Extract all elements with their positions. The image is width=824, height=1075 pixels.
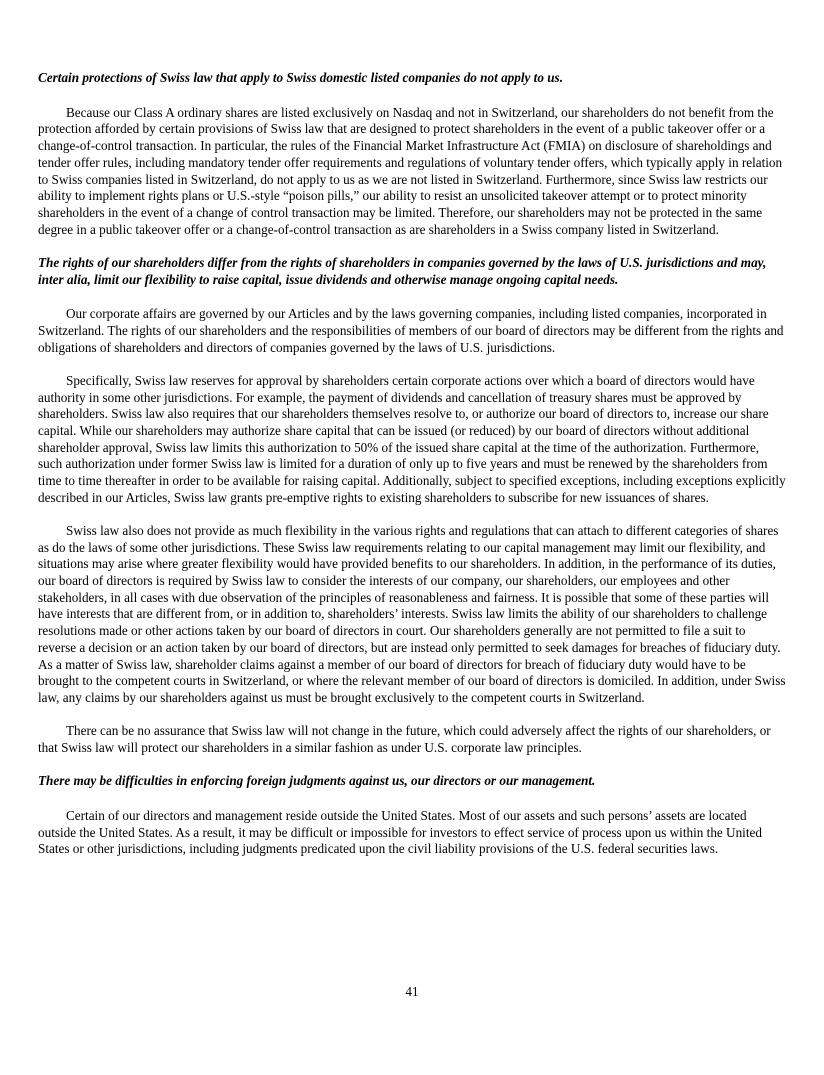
paragraph-swiss-law-flexibility: Swiss law also does not provide as much flexibility in the various rights and regulations that can attach to different categories of shares as do the laws of some other jurisdictions. These Swiss law requirements relating to our capital management may limit our flexibility, and situations may arise where greater flexibility would have provided benefits to our shareholders. In addition, in the performance of its duties, our board of directors is required by Swiss law to consider the interests of our company, our shareholders, our employees and other stakeholders, in all cases with due observation of the principles of reasonableness and fairness. It is possible that some of these parties will have interests that are different from, or in addition to, shareholders’ interests. Swiss law limits the ability of our shareholders to challenge resolutions made or other actions taken by our board of directors in court. Our shareholders generally are not permitted to file a suit to reverse a decision or an action taken by our board of directors, but are instead only permitted to seek damages for breaches of fiduciary duty. As a matter of Swiss law, shareholder claims against a member of our board of directors for breach of fiduciary duty would have to be brought to the competent courts in Switzerland, or where the relevant member of our board of directors is domiciled. In addition, under Swiss law, any claims by our shareholders against us must be brought exclusively to the competent courts in Switzerland.: [38, 522, 786, 705]
risk-heading-shareholder-rights: The rights of our shareholders differ from the rights of shareholders in companies governed by the laws of U.S. jurisdictions and may, inter alia, limit our flexibility to raise capital, issue dividends and otherwise manage ongoing capital needs.: [38, 254, 767, 287]
paragraph-corporate-affairs: Our corporate affairs are governed by our Articles and by the laws governing companies, including listed companies, incorporated in Switzerland. The rights of our shareholders and the responsibilities of members of our board of directors may be different from the rights and obligations of shareholders and directors of companies governed by the laws of U.S. jurisdictions.: [38, 306, 784, 355]
risk-heading-swiss-protections: Certain protections of Swiss law that apply to Swiss domestic listed companies do not apply to us.: [38, 70, 563, 85]
paragraph-service-of-process: Certain of our directors and management reside outside the United States. Most of our assets and such persons’ assets are located outside the United States. As a result, it may be difficult or impossible for investors to effect service of process upon us within the United States or other jurisdictions, including judgments predicated upon the civil liability provisions of the U.S. federal securities laws.: [38, 807, 762, 857]
paragraph-nasdaq-listing: Because our Class A ordinary shares are listed exclusively on Nasdaq and not in Switzerland, our shareholders do not benefit from the protection afforded by certain provisions of Swiss law that are designed to protect shareholders in the event of a public takeover offer or a change-of-control transaction. In particular, the rules of the Financial Market Infrastructure Act (FMIA) on disclosure of shareholdings and tender offer rules, including mandatory tender offer requirements and regulations of voluntary tender offers, which typically apply in relation to Swiss companies listed in Switzerland, do not apply to us as we are not listed in Switzerland. Furthermore, since Swiss law restricts our ability to implement rights plans or U.S.-style “poison pills,” our ability to resist an unsolicited takeover attempt or to protect minority shareholders in the event of a change of control transaction may be limited. Therefore, our shareholders may not be protected in the same degree in a public takeover offer or a change-of-control transaction as are shareholders in a Swiss company listed in Switzerland.: [38, 104, 783, 237]
paragraph-swiss-law-approvals: Specifically, Swiss law reserves for approval by shareholders certain corporate actions over which a board of directors would have authority in some other jurisdictions. For example, the payment of dividends and cancellation of treasury shares must be approved by shareholders. Swiss law also requires that our shareholders themselves resolve to, or authorize our board of directors to, increase our share capital. While our shareholders may authorize share capital that can be issued (or reduced) by our board of directors without additional shareholder approval, Swiss law limits this authorization to 50% of the issued share capital at the time of the authorization. Furthermore, such authorization under former Swiss law is limited for a duration of only up to five years and must be renewed by the shareholders from time to time thereafter in order to be available for raising capital. Additionally, subject to specified exceptions, including exceptions explicitly described in our Articles, Swiss law grants pre-emptive rights to existing shareholders to subscribe for new issuances of shares.: [38, 372, 786, 505]
paragraph-no-assurance: There can be no assurance that Swiss law will not change in the future, which could adversely affect the rights of our shareholders, or that Swiss law will protect our shareholders in a similar fashion as under U.S. corporate law principles.: [38, 723, 771, 755]
page-number: 41: [405, 984, 419, 999]
risk-heading-foreign-judgments: There may be difficulties in enforcing foreign judgments against us, our directors or our management.: [38, 773, 596, 789]
